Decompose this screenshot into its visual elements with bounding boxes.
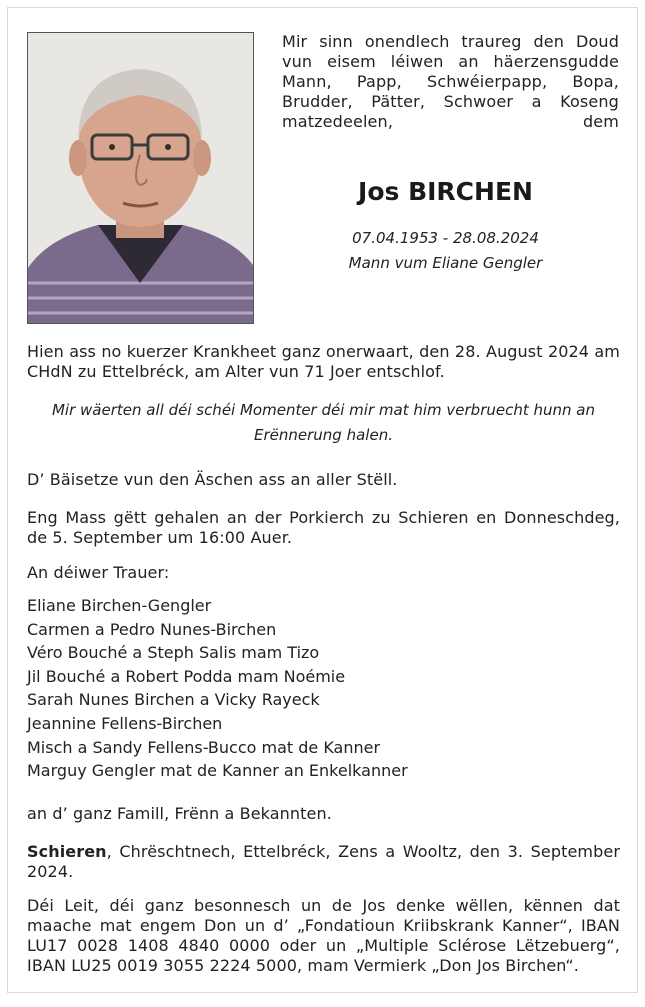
signoff-rest: , Chrëschtnech, Ettelbréck, Zens a Wooltz, den 3. September 2024. xyxy=(27,842,620,881)
mourner-item: Sarah Nunes Birchen a Vicky Rayeck xyxy=(27,690,320,710)
donation-text: Déi Leit, déi ganz besonnesch un de Jos denke wëllen, kënnen dat maache mat engem Don un d’ „Fondatioun Kriibskrank Kanner“, IBAN LU17 0028 1408 4840 0000 oder un „Multiple Sclérose Lëtzebuerg“, IBAN LU25 0019 3055 2224 5000, mam Vermierk „Don Jos Birchen“. xyxy=(27,896,620,975)
intro-text: Mir sinn onendlech traureg den Doud vun eisem léiwen an häerzensgudde Mann, Papp, Schwéierpapp, Bopa, Brudder, Pätter, Schwoer a Koseng matzedeelen, dem xyxy=(282,32,619,131)
signoff-place: Schieren xyxy=(27,842,107,861)
mourners-list xyxy=(27,594,620,783)
mourners-heading: An déiwer Trauer: xyxy=(27,563,170,582)
mourner-item: Jeannine Fellens-Birchen xyxy=(27,713,223,733)
spouse-line: Mann vum Eliane Gengler xyxy=(348,254,543,272)
life-dates: 07.04.1953 - 28.08.2024 xyxy=(352,229,539,247)
mourner-item: Eliane Birchen-Gengler xyxy=(27,596,212,615)
portrait-photo xyxy=(27,32,254,324)
obituary-notice xyxy=(7,7,638,993)
mourner-item: Misch a Sandy Fellens-Bucco mat de Kanner xyxy=(27,737,381,757)
portrait-photo-icon xyxy=(28,33,253,323)
memorial-quote: Mir wäerten all déi schéi Momenter déi mir mat him verbruecht hunn an Erënnerung halen. xyxy=(51,401,595,444)
mourner-item: Marguy Gengler mat de Kanner an Enkelkanner xyxy=(27,761,408,781)
death-notice-text: Hien ass no kuerzer Krankheet ganz onerwaart, den 28. August 2024 am CHdN zu Ettelbréck, am Alter vun 71 Joer entschlof. xyxy=(27,342,620,381)
mass-text: Eng Mass gëtt gehalen an der Porkierch zu Schieren en Donneschdeg, de 5. September um 16:00 Auer. xyxy=(27,508,620,547)
mourner-item: Véro Bouché a Steph Salis mam Tizo xyxy=(27,643,320,663)
mourner-item: Carmen a Pedro Nunes-Birchen xyxy=(27,619,277,639)
funeral-text: D’ Bäisetze vun den Äschen ass an aller Stëll. xyxy=(27,470,398,489)
deceased-name: Jos BIRCHEN xyxy=(358,177,533,206)
closing-text: an d’ ganz Famill, Frënn a Bekannten. xyxy=(27,804,332,823)
signoff-text xyxy=(27,842,620,882)
mourner-item: Jil Bouché a Robert Podda mam Noémie xyxy=(27,666,346,686)
